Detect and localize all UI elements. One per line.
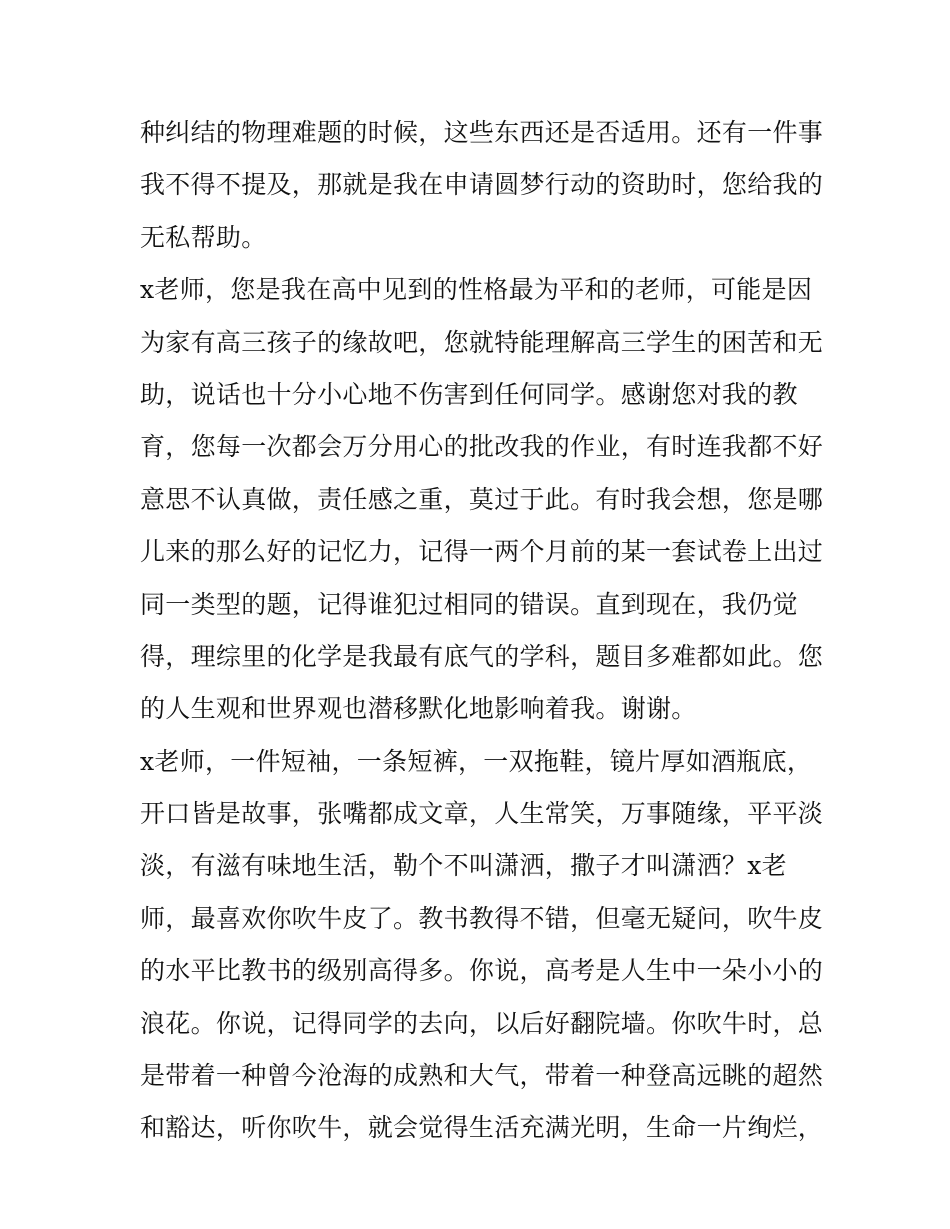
text-line: 得，理综里的化学是我最有底气的学科，题目多难都如此。您 [140, 641, 824, 671]
text-line: 浪花。你说，记得同学的去向，以后好翻院墙。你吹牛时，总 [140, 1008, 824, 1038]
text-line: 育，您每一次都会万分用心的批改我的作业，有时连我都不好 [140, 432, 824, 462]
text-line: x老师，一件短袖，一条短裤，一双拖鞋，镜片厚如酒瓶底， [140, 746, 813, 776]
text-line: 种纠结的物理难题的时候，这些东西还是否适用。还有一件事 [140, 118, 824, 147]
text-line: 我不得不提及，那就是我在申请圆梦行动的资助时，您给我的 [140, 170, 824, 200]
text-line: 淡，有滋有味地生活，勒个不叫潇洒，撒子才叫潇洒？x老 [140, 851, 787, 881]
text-line: 是带着一种曾今沧海的成熟和大气，带着一种登高远眺的超然 [140, 1061, 824, 1091]
text-line: 意思不认真做，责任感之重，莫过于此。有时我会想，您是哪 [140, 484, 824, 514]
text-line: 师，最喜欢你吹牛皮了。教书教得不错，但毫无疑问，吹牛皮 [140, 903, 824, 933]
text-line: 为家有高三孩子的缘故吧，您就特能理解高三学生的困苦和无 [140, 327, 824, 357]
text-line: 无私帮助。 [140, 222, 267, 252]
text-line: 和豁达，听你吹牛，就会觉得生活充满光明，生命一片绚烂， [140, 1113, 824, 1143]
body-text [140, 107, 824, 1155]
text-line: 的人生观和世界观也潜移默化地影响着我。谢谢。 [140, 694, 697, 724]
text-line: 开口皆是故事，张嘴都成文章，人生常笑，万事随缘，平平淡 [140, 799, 824, 829]
text-line: 助，说话也十分小心地不伤害到任何同学。感谢您对我的教 [140, 379, 798, 409]
text-line: x老师，您是我在高中见到的性格最为平和的老师，可能是因 [140, 275, 813, 305]
text-line: 同一类型的题，记得谁犯过相同的错误。直到现在，我仍觉 [140, 589, 798, 619]
text-line: 的水平比教书的级别高得多。你说，高考是人生中一朵小小的 [140, 956, 824, 986]
text-line: 儿来的那么好的记忆力，记得一两个月前的某一套试卷上出过 [140, 537, 824, 567]
